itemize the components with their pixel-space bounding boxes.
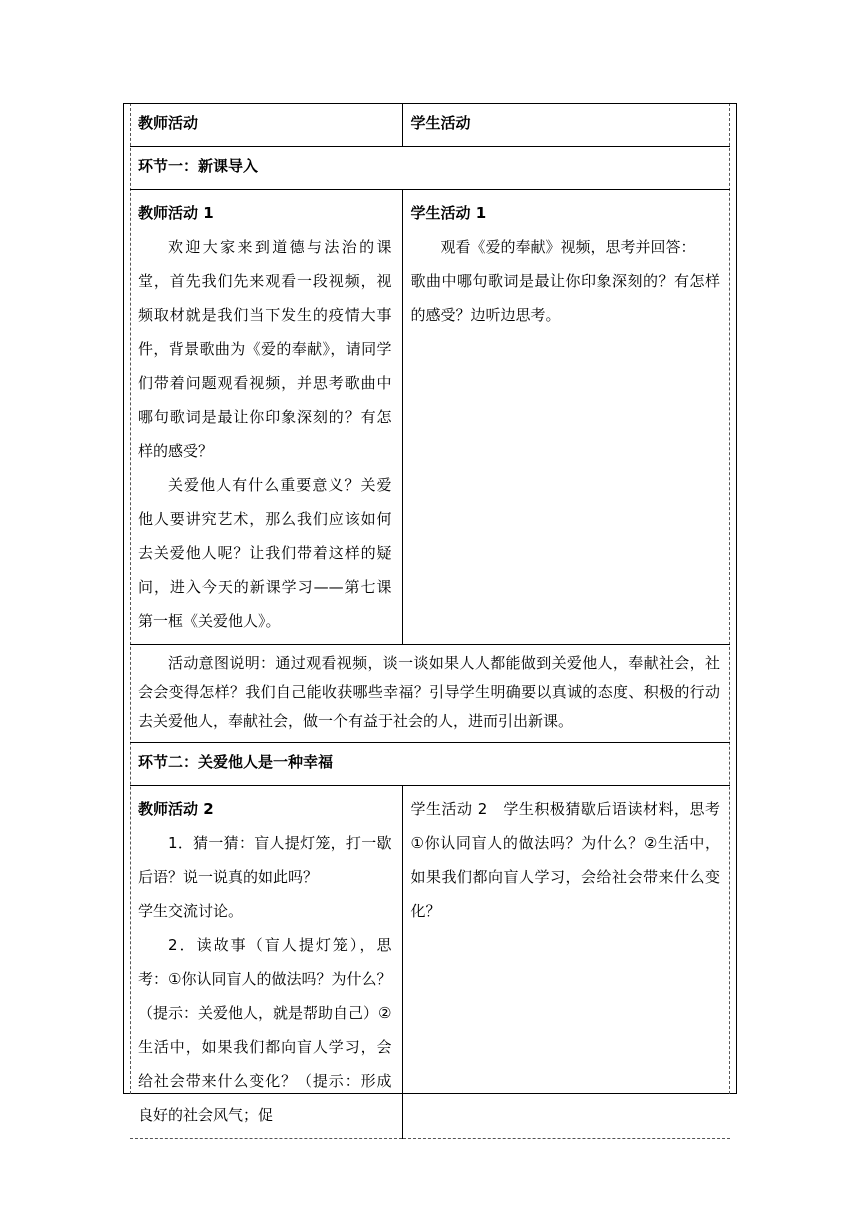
section1-title: 环节一：新课导入 [138,157,259,175]
section2-title: 环节二：关爱他人是一种幸福 [138,753,334,771]
section2-student-cell [402,786,730,1139]
section1-student-cell [402,190,730,645]
section1-intent-row [130,645,730,743]
section1-student-paragraph-2: 歌曲中哪句歌词是最让你印象深刻的？有怎样的感受？边听边思考。 [410,272,720,324]
section2-teacher-paragraph-1: 1．猜一猜：盲人提灯笼，打一歇后语？说一说真的如此吗？ [138,834,392,886]
header-teacher-label: 教师活动 [138,114,199,132]
section1-student-paragraph-1: 观看《爱的奉献》视频，思考并回答： [440,238,696,256]
section2-student-paragraph-1: 学生活动 2 学生积极猜歇后语读材料，思考①你认同盲人的做法吗？为什么？②生活中，如果我们都向盲人学习，会给社会带来什么变化？ [410,800,720,920]
section2-title-row [130,743,730,786]
section1-activity-row [130,190,730,645]
header-student-label: 学生活动 [410,114,471,132]
section2-teacher-cell [130,786,402,1139]
header-student-cell [402,104,730,147]
section1-teacher-title: 教师活动 1 [138,204,214,222]
section2-activity-row [130,786,730,1139]
section1-teacher-paragraph-1: 欢迎大家来到道德与法治的课堂，首先我们先来观看一段视频，视频取材就是我们当下发生的疫情大事件，背景歌曲为《爱的奉献》，请同学们带着问题观看视频，并思考歌曲中哪句歌词是最让你印象深刻的？有怎样的感受？ [138,238,392,460]
section1-intent-cell [130,645,730,743]
section2-teacher-paragraph-3: 2．读故事（盲人提灯笼），思考：①你认同盲人的做法吗？为什么？（提示：关爱他人，就是帮助自己）②生活中，如果我们都向盲人学习，会给社会带来什么变化？（提示：形成良好的社会风气；促 [138,936,392,1124]
section1-intent-text: 活动意图说明：通过观看视频，谈一谈如果人人都能做到关爱他人，奉献社会，社会会变得怎样？我们自己能收获哪些幸福？引导学生明确要以真诚的态度、积极的行动去关爱他人，奉献社会，做一个有益于社会的人，进而引出新课。 [138,654,720,730]
section1-title-cell [130,147,730,190]
section1-title-row [130,147,730,190]
header-teacher-cell [130,104,402,147]
table-header-row [130,104,730,147]
section1-teacher-paragraph-2: 关爱他人有什么重要意义？关爱他人要讲究艺术，那么我们应该如何去关爱他人呢？让我们带着这样的疑问，进入今天的新课学习——第七课第一框《关爱他人》。 [138,476,392,630]
lesson-plan-table [130,103,730,1139]
section2-title-cell [130,743,730,786]
section1-student-title: 学生活动 1 [410,204,487,222]
section2-teacher-title: 教师活动 2 [138,800,214,818]
section1-teacher-cell [130,190,402,645]
section2-teacher-paragraph-2: 学生交流讨论。 [138,902,244,920]
